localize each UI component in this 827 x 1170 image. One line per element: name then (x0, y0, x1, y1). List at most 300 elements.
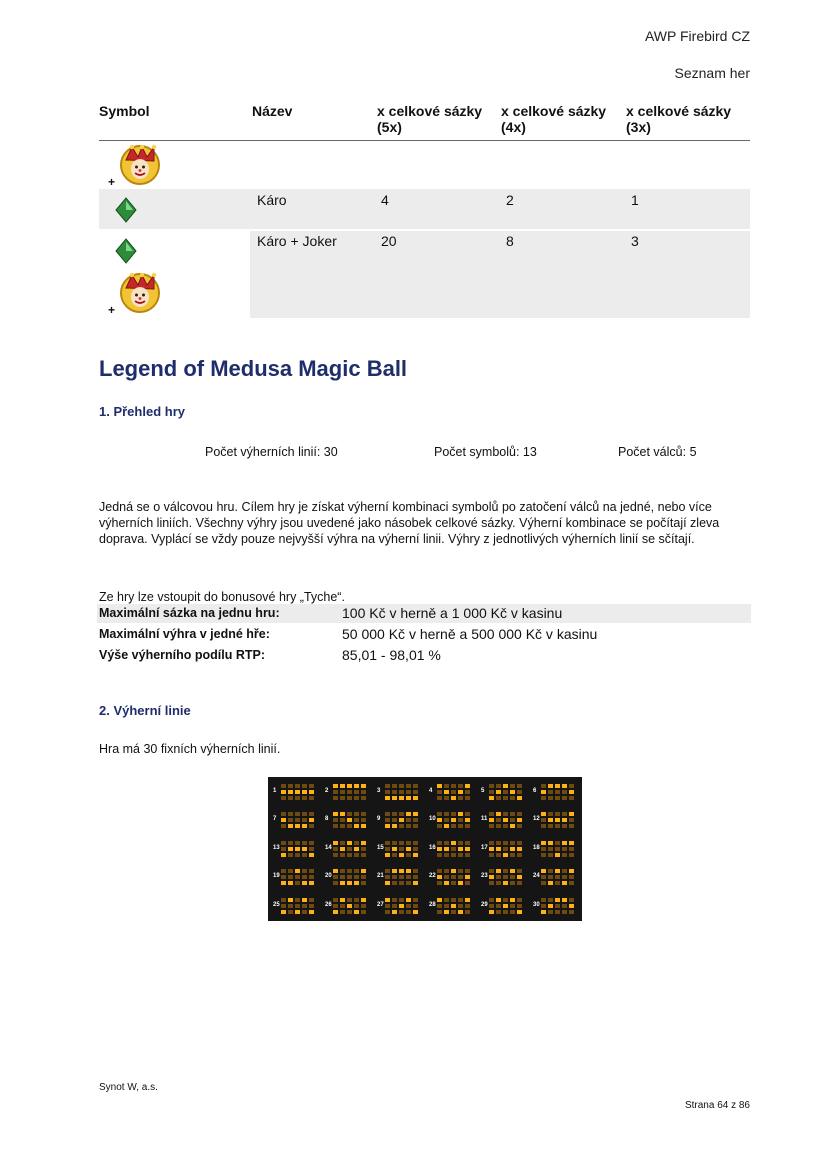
payline-cell (458, 824, 463, 828)
paylines-text: Hra má 30 fixních výherních linií. (99, 742, 281, 756)
payline-cell (413, 881, 418, 885)
payline-cell (444, 824, 449, 828)
payline-cell (562, 881, 567, 885)
payline-cell (548, 847, 553, 851)
payline-cell (340, 881, 345, 885)
payline-cell (406, 853, 411, 857)
payline-cell (309, 875, 314, 879)
payline-cell (503, 812, 508, 816)
payline-cell (465, 841, 470, 845)
payline-cell (361, 796, 366, 800)
payline-cell (510, 824, 515, 828)
payline-diagram (480, 810, 524, 830)
payline-cell (340, 853, 345, 857)
payline-cell (295, 910, 300, 914)
payline-cell (392, 824, 397, 828)
payline-cell (309, 910, 314, 914)
payline-cell (451, 910, 456, 914)
row-name: Káro (257, 192, 287, 208)
payline-cell (333, 904, 338, 908)
payline-cell (354, 790, 359, 794)
payline-cell (437, 869, 442, 873)
payline-cell (361, 812, 366, 816)
payline-diagram (324, 896, 368, 916)
payline-cell (309, 847, 314, 851)
payline-cell (354, 898, 359, 902)
payline-cell (347, 875, 352, 879)
payline-cell (503, 841, 508, 845)
payline-cell (406, 869, 411, 873)
payline-cell (347, 847, 352, 851)
payline-cell (503, 853, 508, 857)
payline-number: 18 (533, 844, 540, 851)
payline-cell (444, 904, 449, 908)
payline-cell (340, 784, 345, 788)
payline-cell (295, 790, 300, 794)
plus-sign: + (108, 175, 116, 189)
payline-cell (555, 784, 560, 788)
payline-diagram (272, 810, 316, 830)
payline-number: 17 (481, 844, 488, 851)
payline-cell (302, 841, 307, 845)
payline-cell (347, 910, 352, 914)
payline-cell (548, 818, 553, 822)
payline-number: 1 (273, 788, 277, 794)
payline-cell (399, 812, 404, 816)
payline-cell (569, 869, 574, 873)
payline-cell (354, 824, 359, 828)
payline-cell (295, 818, 300, 822)
payline-cell (569, 847, 574, 851)
payline-cell (413, 898, 418, 902)
payline-cell (503, 784, 508, 788)
payline-cell (458, 847, 463, 851)
payline-diagram (480, 896, 524, 916)
payline-cell (465, 853, 470, 857)
payline-number: 5 (481, 788, 485, 794)
payline-cell (413, 796, 418, 800)
payline-cell (361, 910, 366, 914)
payline-cell (406, 790, 411, 794)
payline-cell (510, 847, 515, 851)
payline-cell (437, 824, 442, 828)
payline-cell (281, 910, 286, 914)
payline-cell (541, 812, 546, 816)
payline-cell (437, 812, 442, 816)
payline-cell (451, 796, 456, 800)
payline-cell (288, 869, 293, 873)
payline-cell (548, 910, 553, 914)
payline-cell (399, 910, 404, 914)
payline-diagram (480, 839, 524, 859)
payline-cell (295, 796, 300, 800)
payline-cell (517, 812, 522, 816)
payline-cell (451, 841, 456, 845)
payline-number: 20 (325, 873, 332, 880)
col-x3: x celkové sázky (3x) (626, 103, 732, 135)
payline-cell (309, 853, 314, 857)
payline-cell (302, 898, 307, 902)
payline-cell (333, 796, 338, 800)
payline-cell (413, 841, 418, 845)
payline-cell (302, 875, 307, 879)
payline-cell (458, 910, 463, 914)
payline-cell (496, 812, 501, 816)
payline-cell (569, 910, 574, 914)
payline-diagram (376, 782, 420, 802)
payline-cell (562, 875, 567, 879)
payline-cell (302, 853, 307, 857)
payline-cell (444, 790, 449, 794)
payline-cell (281, 904, 286, 908)
payline-cell (569, 790, 574, 794)
payline-cell (458, 881, 463, 885)
payline-cell (385, 875, 390, 879)
payline-cell (333, 841, 338, 845)
payline-cell (517, 881, 522, 885)
payline-cell (510, 869, 515, 873)
payline-cell (295, 824, 300, 828)
payline-cell (354, 853, 359, 857)
payline-cell (309, 812, 314, 816)
payline-cell (385, 818, 390, 822)
payline-cell (489, 881, 494, 885)
payline-number: 10 (429, 816, 436, 823)
payline-cell (288, 818, 293, 822)
payline-cell (465, 784, 470, 788)
payline-cell (295, 812, 300, 816)
payline-cell (392, 881, 397, 885)
payline-cell (385, 796, 390, 800)
payline-cell (302, 847, 307, 851)
game-title: Legend of Medusa Magic Ball (99, 356, 408, 381)
payline-cell (302, 869, 307, 873)
payline-cell (489, 904, 494, 908)
payline-cell (302, 818, 307, 822)
payline-cell (340, 841, 345, 845)
row-x4: 2 (506, 192, 514, 208)
payline-cell (340, 790, 345, 794)
payline-cell (347, 784, 352, 788)
payline-cell (385, 847, 390, 851)
payline-diagram (324, 810, 368, 830)
payline-number: 19 (273, 873, 280, 880)
payline-cell (288, 790, 293, 794)
payline-cell (281, 790, 286, 794)
payline-cell (361, 841, 366, 845)
payline-cell (510, 812, 515, 816)
payline-cell (496, 796, 501, 800)
payline-cell (354, 881, 359, 885)
detail-value: 85,01 - 98,01 % (342, 647, 441, 663)
payline-cell (392, 812, 397, 816)
payline-number: 4 (429, 788, 433, 794)
payline-cell (413, 790, 418, 794)
payline-cell (458, 784, 463, 788)
payline-cell (333, 818, 338, 822)
payline-cell (496, 847, 501, 851)
payline-cell (496, 784, 501, 788)
payline-cell (555, 898, 560, 902)
payline-cell (361, 875, 366, 879)
payline-cell (569, 818, 574, 822)
payline-number: 27 (377, 901, 384, 908)
payline-cell (562, 898, 567, 902)
payline-cell (385, 812, 390, 816)
payline-cell (517, 869, 522, 873)
payline-cell (340, 812, 345, 816)
payline-diagram (324, 782, 368, 802)
payline-cell (347, 812, 352, 816)
payline-cell (510, 853, 515, 857)
payline-cell (288, 904, 293, 908)
payline-cell (392, 898, 397, 902)
payline-cell (385, 898, 390, 902)
payline-cell (288, 910, 293, 914)
payline-cell (354, 818, 359, 822)
payline-cell (399, 841, 404, 845)
payline-cell (288, 784, 293, 788)
row-x3: 1 (631, 192, 639, 208)
payline-cell (541, 847, 546, 851)
payline-cell (361, 818, 366, 822)
payline-cell (437, 881, 442, 885)
payline-cell (309, 796, 314, 800)
payline-cell (392, 910, 397, 914)
footer-page: Strana 64 z 86 (684, 1100, 750, 1111)
payline-cell (288, 812, 293, 816)
payline-cell (333, 812, 338, 816)
payline-cell (510, 881, 515, 885)
payline-cell (347, 898, 352, 902)
payline-diagram (324, 867, 368, 887)
payline-cell (555, 812, 560, 816)
payline-cell (489, 790, 494, 794)
payline-diagram (272, 782, 316, 802)
col-name: Název (252, 103, 293, 119)
payline-cell (295, 784, 300, 788)
payline-cell (354, 841, 359, 845)
payline-cell (517, 796, 522, 800)
payline-cell (541, 784, 546, 788)
payline-cell (406, 784, 411, 788)
payline-cell (541, 904, 546, 908)
payline-cell (541, 853, 546, 857)
payline-diagram (272, 896, 316, 916)
payline-number: 12 (533, 816, 540, 823)
payline-cell (548, 875, 553, 879)
payline-cell (437, 790, 442, 794)
payline-cell (555, 847, 560, 851)
payline-cell (288, 824, 293, 828)
payline-cell (555, 824, 560, 828)
payline-cell (496, 910, 501, 914)
payline-cell (413, 784, 418, 788)
payline-cell (489, 796, 494, 800)
payline-cell (451, 812, 456, 816)
payline-cell (510, 910, 515, 914)
payline-cell (333, 853, 338, 857)
col-symbol: Symbol (99, 103, 150, 119)
payline-cell (517, 818, 522, 822)
payline-diagram (376, 810, 420, 830)
payline-number: 13 (273, 844, 280, 851)
payline-diagram (428, 839, 472, 859)
payline-cell (309, 790, 314, 794)
payline-cell (489, 824, 494, 828)
payline-cell (406, 818, 411, 822)
payline-cell (385, 910, 390, 914)
payline-cell (399, 790, 404, 794)
payline-cell (548, 841, 553, 845)
payline-cell (517, 904, 522, 908)
payline-cell (385, 784, 390, 788)
payline-cell (548, 853, 553, 857)
payline-cell (347, 841, 352, 845)
payline-cell (385, 904, 390, 908)
payline-cell (555, 818, 560, 822)
payline-number: 29 (481, 901, 488, 908)
payline-cell (309, 784, 314, 788)
payline-cell (489, 910, 494, 914)
payline-cell (288, 847, 293, 851)
payline-number: 30 (533, 901, 540, 908)
payline-cell (548, 824, 553, 828)
payline-cell (281, 898, 286, 902)
payline-cell (302, 796, 307, 800)
payline-cell (333, 869, 338, 873)
payline-cell (347, 796, 352, 800)
payline-cell (444, 881, 449, 885)
row-name: Káro + Joker (257, 233, 337, 249)
payline-cell (340, 910, 345, 914)
payline-cell (458, 812, 463, 816)
payline-cell (281, 841, 286, 845)
payline-cell (451, 824, 456, 828)
payline-cell (569, 875, 574, 879)
payline-cell (281, 784, 286, 788)
payline-cell (496, 841, 501, 845)
payline-cell (503, 790, 508, 794)
payline-cell (392, 904, 397, 908)
payline-diagram (428, 867, 472, 887)
payline-cell (444, 875, 449, 879)
detail-label: Maximální sázka na jednu hru: (99, 606, 280, 620)
payline-cell (555, 841, 560, 845)
payline-cell (541, 898, 546, 902)
payline-cell (385, 853, 390, 857)
row-x5: 4 (381, 192, 389, 208)
payline-cell (392, 790, 397, 794)
payline-cell (288, 853, 293, 857)
payline-cell (347, 904, 352, 908)
payline-cell (510, 904, 515, 908)
payline-cell (333, 875, 338, 879)
payline-cell (437, 910, 442, 914)
payline-cell (437, 784, 442, 788)
payline-cell (295, 904, 300, 908)
payline-cell (295, 881, 300, 885)
payline-cell (281, 796, 286, 800)
payline-diagram (376, 839, 420, 859)
payline-cell (496, 853, 501, 857)
payline-number: 14 (325, 844, 332, 851)
payline-cell (451, 869, 456, 873)
payline-diagram (532, 810, 576, 830)
payline-cell (361, 881, 366, 885)
payline-cell (541, 824, 546, 828)
payline-cell (437, 904, 442, 908)
payline-cell (413, 875, 418, 879)
payline-cell (458, 796, 463, 800)
payline-number: 22 (429, 873, 436, 880)
detail-value: 50 000 Kč v herně a 500 000 Kč v kasinu (342, 626, 598, 642)
payline-cell (354, 875, 359, 879)
payline-cell (458, 898, 463, 902)
payline-cell (406, 824, 411, 828)
payline-cell (465, 824, 470, 828)
payline-cell (392, 784, 397, 788)
payline-cell (340, 824, 345, 828)
payline-cell (444, 796, 449, 800)
payline-cell (399, 824, 404, 828)
payline-cell (503, 796, 508, 800)
payline-cell (541, 875, 546, 879)
payline-cell (406, 875, 411, 879)
payline-cell (288, 881, 293, 885)
payline-cell (406, 904, 411, 908)
payline-cell (465, 790, 470, 794)
payline-cell (347, 818, 352, 822)
payline-cell (569, 812, 574, 816)
payline-cell (437, 875, 442, 879)
payline-cell (510, 790, 515, 794)
stat-lines: Počet výherních linií: 30 (205, 445, 338, 459)
payline-number: 9 (377, 816, 381, 823)
payline-cell (555, 790, 560, 794)
payline-cell (354, 784, 359, 788)
payline-cell (517, 875, 522, 879)
payline-cell (458, 904, 463, 908)
payline-cell (569, 853, 574, 857)
payline-cell (406, 910, 411, 914)
section-paylines-title: 2. Výherní linie (99, 703, 191, 718)
payline-cell (517, 790, 522, 794)
payline-cell (354, 812, 359, 816)
payline-cell (569, 881, 574, 885)
payline-cell (333, 898, 338, 902)
payline-cell (413, 812, 418, 816)
payline-cell (496, 818, 501, 822)
payline-cell (281, 824, 286, 828)
payline-cell (489, 898, 494, 902)
payline-cell (548, 796, 553, 800)
payline-cell (451, 853, 456, 857)
payline-cell (399, 796, 404, 800)
payline-cell (399, 898, 404, 902)
payline-cell (444, 898, 449, 902)
game-description: Jedná se o válcovou hru. Cílem hry je získat výherní kombinaci symbolů po zatočení válců na jedné, nebo více výherních liniích. Všechny výhry jsou uvedené jako násobek celkové sázky. Výherní kombinace se počítají zleva doprava. Vyplácí se vždy pouze nejvyšší výhra na výherní linii. Výhry z jednotlivých výherních linií se sčítají. (99, 500, 720, 546)
payline-cell (354, 869, 359, 873)
payline-cell (340, 869, 345, 873)
payline-cell (465, 904, 470, 908)
payline-cell (541, 790, 546, 794)
payline-cell (399, 869, 404, 873)
payline-cell (465, 910, 470, 914)
payline-cell (451, 904, 456, 908)
payline-number: 8 (325, 816, 329, 823)
payline-cell (496, 904, 501, 908)
